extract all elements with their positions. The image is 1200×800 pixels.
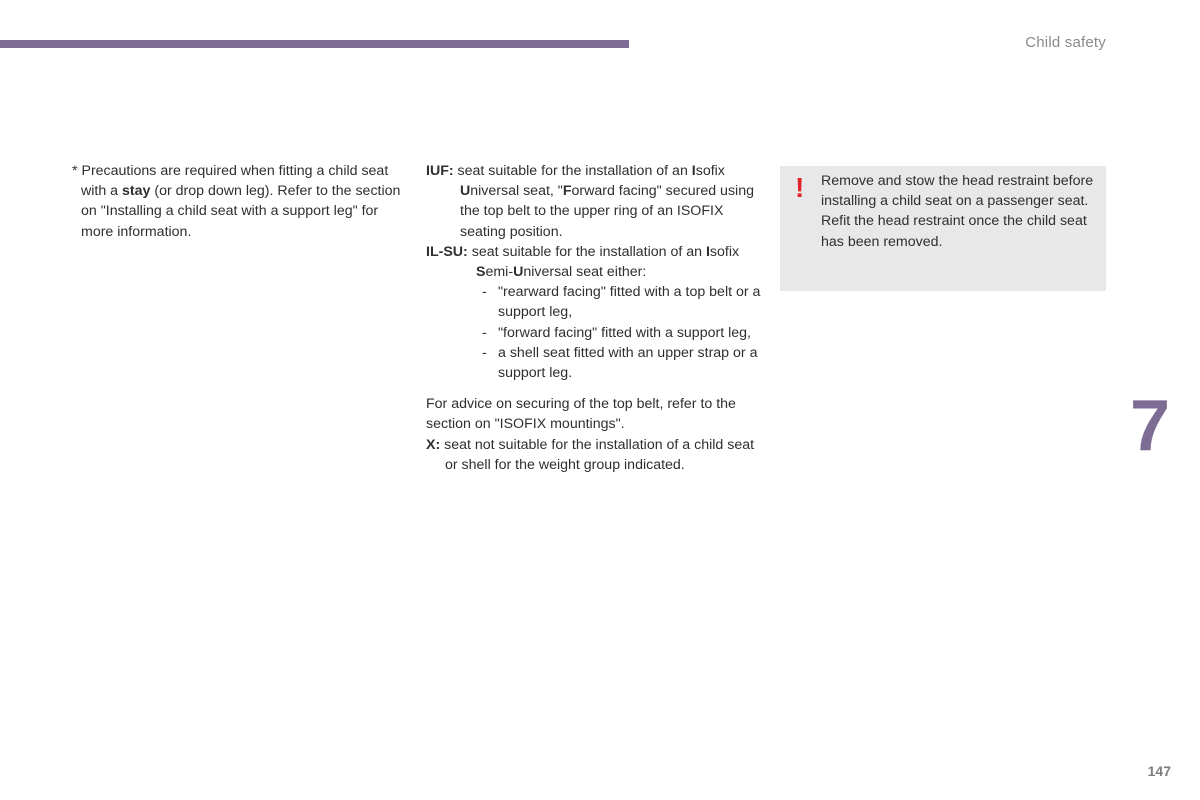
footnote-text-end: (or drop down leg). Refer to the section on "Installing a child seat with a support leg" for more information.	[81, 183, 401, 240]
iuf-text: seat suitable for the installation of an	[453, 163, 692, 179]
x-definition	[426, 435, 766, 475]
footnote-bold-stay: stay	[122, 183, 151, 200]
ilsu-term: IL-SU:	[426, 243, 468, 260]
definitions-column	[426, 161, 766, 475]
footnote-column	[72, 161, 402, 242]
exclamation-icon: !	[795, 172, 805, 203]
iuf-text: orward facing" secured using the top belt to the upper ring of an ISOFIX seating position.	[460, 183, 754, 240]
ilsu-text: sofix	[709, 243, 740, 260]
x-term: X:	[426, 436, 441, 453]
header-bar	[0, 40, 629, 48]
iuf-bold-letter: U	[460, 183, 471, 200]
stay-footnote	[72, 161, 402, 242]
ilsu-text: niversal seat either:	[523, 264, 647, 281]
page-number: 147	[1147, 763, 1171, 779]
list-item: - a shell seat fitted with an upper strap or a support leg.	[482, 343, 766, 383]
top-belt-advice: For advice on securing of the top belt, refer to the section on "ISOFIX mountings".	[426, 396, 736, 433]
iuf-bold-letter: F	[562, 183, 572, 200]
ilsu-options-list	[426, 282, 766, 383]
list-item: - "forward facing" fitted with a support leg,	[482, 323, 766, 343]
section-title: Child safety	[1025, 34, 1106, 51]
warning-box	[780, 166, 1106, 291]
ilsu-text: seat suitable for the installation of an	[467, 243, 706, 260]
ilsu-definition	[426, 242, 766, 282]
ilsu-bold-letter: S	[476, 264, 486, 281]
ilsu-bold-letter: U	[513, 264, 524, 281]
warning-text: Remove and stow the head restraint before installing a child seat on a passenger seat. Refit the head restraint once the child seat has been removed.	[821, 173, 1094, 250]
asterisk-marker: *	[72, 163, 78, 179]
footnote-text: Precautions are required when fitting a child seat with a	[81, 163, 389, 200]
iuf-bold-letter: I	[691, 163, 696, 179]
iuf-term: IUF:	[426, 163, 454, 179]
ilsu-text: emi-	[485, 264, 514, 281]
list-item: - "rearward facing" fitted with a top belt or a support leg,	[482, 282, 766, 322]
chapter-number: 7	[1130, 386, 1171, 466]
ilsu-bold-letter: I	[705, 243, 710, 260]
iuf-text: sofix	[695, 163, 725, 179]
iuf-definition	[426, 161, 766, 242]
iuf-text: niversal seat, "	[470, 183, 563, 200]
x-text: seat not suitable for the installation of a child seat or shell for the weight group indicated.	[440, 436, 755, 473]
